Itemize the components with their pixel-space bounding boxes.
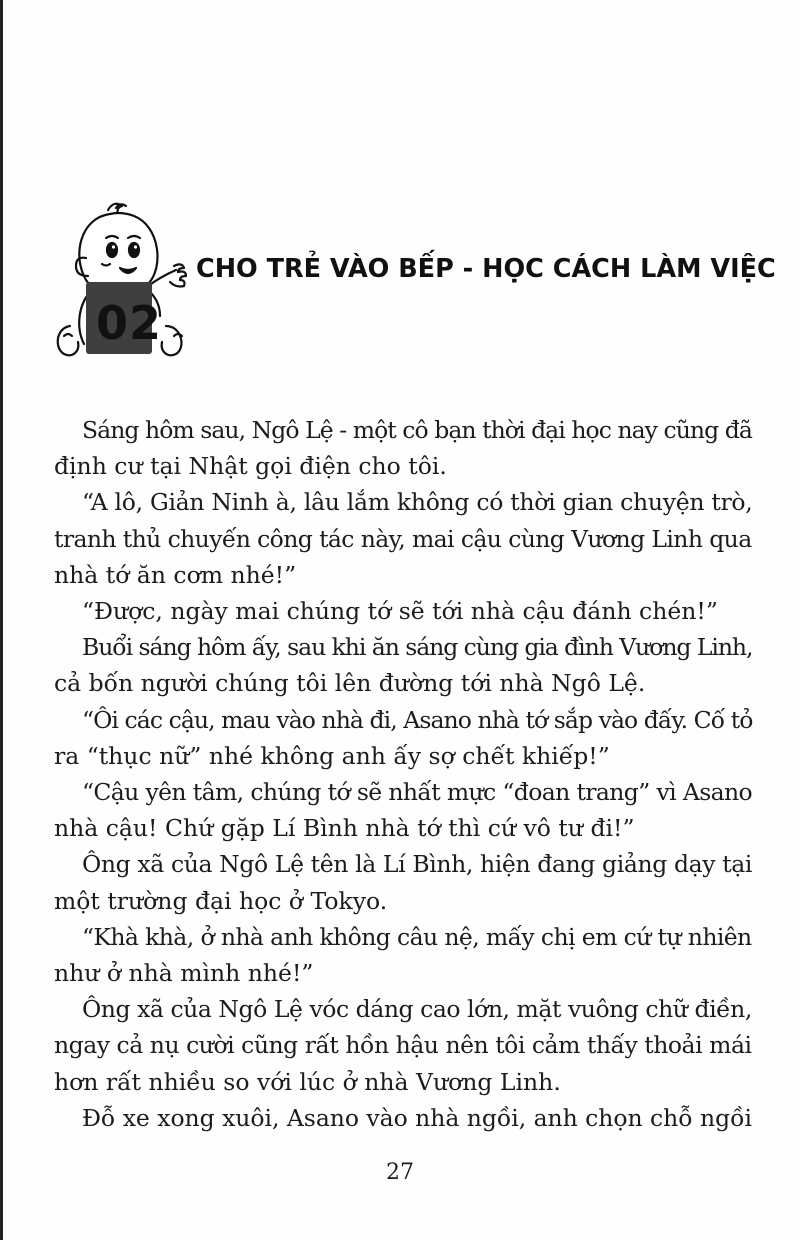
text-line: ra “thục nữ” nhé không anh ấy sợ chết khiếp!” <box>54 741 610 770</box>
paragraph <box>82 1100 752 1136</box>
text-line: ngay cả nụ cười cũng rất hồn hậu nên tôi cảm thấy thoải mái <box>54 1031 752 1060</box>
text-line: tranh thủ chuyến công tác này, mai cậu cùng Vương Linh qua <box>54 524 752 553</box>
text-line: Buổi sáng hôm ấy, sau khi ăn sáng cùng gia đình Vương Linh, <box>82 633 753 662</box>
text-line: “Ôi các cậu, mau vào nhà đi, Asano nhà tớ sắp vào đấy. Cố tỏ <box>82 705 753 734</box>
text-line: như ở nhà mình nhé!” <box>54 959 314 988</box>
text-line: “Khà khà, ở nhà anh không câu nệ, mấy chị em cứ tự nhiên <box>82 922 752 951</box>
text-line: Ông xã của Ngô Lệ vóc dáng cao lớn, mặt vuông chữ điền, <box>82 995 752 1024</box>
paragraph <box>54 484 753 593</box>
page-edge <box>0 0 3 1240</box>
text-line: Ông xã của Ngô Lệ tên là Lí Bình, hiện đang giảng dạy tại <box>82 850 753 879</box>
text-line: nhà cậu! Chứ gặp Lí Bình nhà tớ thì cứ vô tư đi!” <box>54 814 635 843</box>
paragraph <box>54 919 752 991</box>
text-line: “Được, ngày mai chúng tớ sẽ tới nhà cậu đánh chén!” <box>82 597 718 626</box>
text-line: một trường đại học ở Tokyo. <box>54 886 388 915</box>
page-number: 27 <box>386 1160 414 1185</box>
paragraph <box>54 846 753 918</box>
paragraph <box>54 702 753 774</box>
text-line: “Cậu yên tâm, chúng tớ sẽ nhất mực “đoan trang” vì Asano <box>82 778 753 807</box>
paragraph <box>82 593 752 629</box>
paragraph <box>54 774 753 846</box>
text-line: cả bốn người chúng tôi lên đường tới nhà Ngô Lệ. <box>54 669 646 698</box>
chapter-header <box>50 196 776 366</box>
text-line: nhà tớ ăn cơm nhé!” <box>54 560 297 589</box>
text-line: hơn rất nhiều so với lúc ở nhà Vương Linh. <box>54 1067 561 1096</box>
paragraph <box>54 412 752 484</box>
text-line: Đỗ xe xong xuôi, Asano vào nhà ngồi, anh chọn chỗ ngồi <box>82 1103 752 1132</box>
paragraph <box>54 629 753 701</box>
text-line: “A lô, Giản Ninh à, lâu lắm không có thời gian chuyện trò, <box>82 488 753 517</box>
chapter-title: CHO TRẺ VÀO BẾP - HỌC CÁCH LÀM VIỆC <box>196 254 776 284</box>
body-text <box>54 412 753 1136</box>
text-line: định cư tại Nhật gọi điện cho tôi. <box>54 452 447 481</box>
chapter-number: 02 <box>95 296 162 350</box>
text-line: Sáng hôm sau, Ngô Lệ - một cô bạn thời đại học nay cũng đã <box>82 416 752 444</box>
paragraph <box>54 991 752 1100</box>
